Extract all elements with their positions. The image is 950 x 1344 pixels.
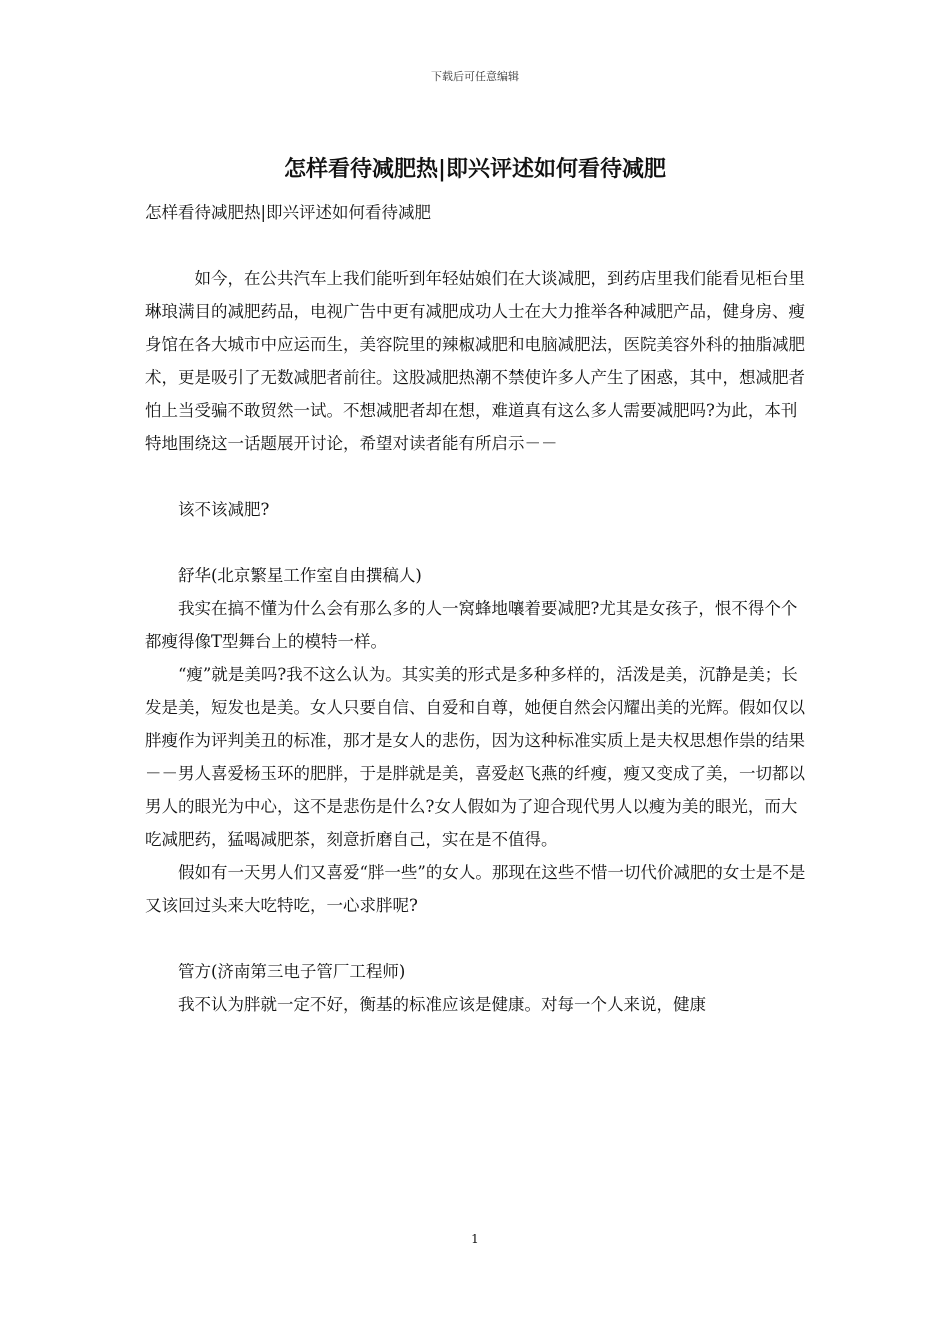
section-heading: 该不该减肥? bbox=[178, 500, 270, 519]
intro-paragraph: 如今，在公共汽车上我们能听到年轻姑娘们在大谈减肥，到药店里我们能看见柜台里琳琅满目的减肥药品，电视广告中更有减肥成功人士在大力推举各种减肥产品，健身房、瘦身馆在各大城市中应运而生，美容院里的辣椒减肥和电脑减肥法，医院美容外科的抽脂减肥术，更是吸引了无数减肥者前往。这股减肥热潮不禁使许多人产生了困惑，其中，想减肥者怕上当受骗不敢贸然一试。不想减肥者却在想，难道真有这么多人需要减肥吗?为此，本刊特地围绕这一话题展开讨论，希望对读者能有所启示－－ bbox=[145, 269, 805, 453]
blank-line bbox=[145, 526, 810, 559]
document-body bbox=[145, 196, 810, 1021]
blank-line bbox=[145, 922, 810, 955]
page-number: 1 bbox=[471, 1232, 479, 1246]
author-line-2: 管方(济南第三电子管厂工程师) bbox=[178, 962, 406, 981]
body-paragraph: 假如有一天男人们又喜爱“胖一些”的女人。那现在这些不惜一切代价减肥的女士是不是又该回过头来大吃特吃，一心求胖呢? bbox=[145, 863, 806, 915]
body-paragraph: “瘦”就是美吗?我不这么认为。其实美的形式是多种多样的，活泼是美，沉静是美；长发是美，短发也是美。女人只要自信、自爱和自尊，她便自然会闪耀出美的光辉。假如仅以胖瘦作为评判美丑的标准，那才是女人的悲伤，因为这种标准实质上是夫权思想作祟的结果－－男人喜爱杨玉环的肥胖，于是胖就是美，喜爱赵飞燕的纤瘦，瘦又变成了美，一切都以男人的眼光为中心，这不是悲伤是什么?女人假如为了迎合现代男人以瘦为美的眼光，而大吃减肥药，猛喝减肥茶，刻意折磨自己，实在是不值得。 bbox=[145, 665, 805, 849]
document-title: 怎样看待减肥热|即兴评述如何看待减肥 bbox=[283, 156, 666, 182]
blank-line bbox=[145, 229, 810, 262]
document-subtitle: 怎样看待减肥热|即兴评述如何看待减肥 bbox=[145, 203, 432, 222]
header-note: 下载后可任意编辑 bbox=[431, 70, 519, 83]
body-paragraph: 我不认为胖就一定不好，衡基的标准应该是健康。对每一个人来说，健康 bbox=[178, 995, 706, 1014]
blank-line bbox=[145, 460, 810, 493]
author-line-1: 舒华(北京繁星工作室自由撰稿人) bbox=[178, 566, 422, 585]
body-paragraph: 我实在搞不懂为什么会有那么多的人一窝蜂地嚷着要减肥?尤其是女孩子，恨不得个个都瘦得像T型舞台上的模特一样。 bbox=[145, 599, 798, 651]
